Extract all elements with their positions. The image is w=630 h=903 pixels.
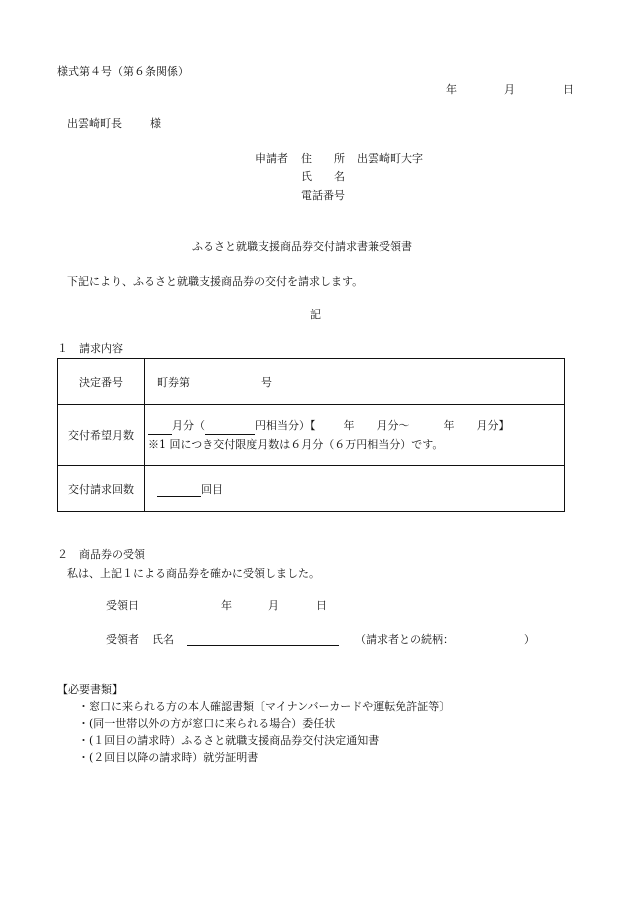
decision-number-cell (145, 359, 565, 405)
relation-close: ） (524, 633, 535, 646)
list-item: ・(１回目の請求時）ふるさと就職支援商品券交付決定通知書 (78, 734, 380, 747)
address-value: 出雲崎町大字 (357, 152, 423, 165)
intro-text: 下記により、ふるさと就職支援商品券の交付を請求します。 (67, 275, 364, 288)
phone-label: 電話番号 (301, 189, 345, 202)
yen-field[interactable] (205, 423, 255, 435)
addressee-title: 出雲崎町長 (67, 117, 122, 130)
section2-heading: ２ 商品券の受領 (57, 548, 145, 561)
request-count-field[interactable] (157, 485, 201, 497)
table-row (58, 405, 565, 466)
receipt-date-label: 受領日 (106, 599, 139, 612)
document-title: ふるさと就職支援商品券交付請求書兼受領書 (192, 240, 412, 253)
section2-text: 私は、上記１による商品券を確かに受領しました。 (67, 567, 320, 580)
table-row (58, 359, 565, 405)
receiver-name-label: 氏名 (152, 633, 174, 646)
months-cell: 月分（ 円相当分）【 年 月分～ 年 月分】 ※1 回につき交付限度月数は６月分（６万円相当分）です。 (145, 405, 565, 466)
list-item: ・(２回目以降の請求時）就労証明書 (78, 751, 259, 764)
request-count-label: 交付請求回数 (58, 466, 145, 512)
ki-marker: 記 (310, 308, 321, 321)
request-count-cell: 回目 (145, 466, 565, 512)
date-year-label: 年 (446, 83, 457, 96)
months-field[interactable] (148, 423, 172, 435)
addressee-honorific: 様 (150, 117, 161, 130)
receiver-name-field[interactable] (187, 635, 339, 646)
receiver-label: 受領者 (106, 633, 139, 646)
form-number: 様式第４号（第６条関係） (57, 65, 189, 78)
receipt-year: 年 (221, 599, 232, 612)
months-note: ※1 回につき交付限度月数は６月分（６万円相当分）です。 (148, 438, 444, 451)
decision-number-label: 決定番号 (58, 359, 145, 405)
list-item: ・窓口に来られる方の本人確認書類〔マイナンバーカードや運転免許証等〕 (78, 700, 451, 713)
list-item: ・(同一世帯以外の方が窓口に来られる場合）委任状 (78, 717, 336, 730)
months-label: 交付希望月数 (58, 405, 145, 466)
relation-label: （請求者との続柄： (355, 633, 454, 646)
required-docs-heading: 【必要書類】 (57, 683, 123, 696)
decision-number-suffix: 号 (261, 375, 272, 389)
decision-number-prefix: 町券第 (157, 375, 190, 389)
name-label: 氏 名 (301, 170, 345, 183)
receipt-month: 月 (268, 599, 279, 612)
date-month-label: 月 (504, 83, 515, 96)
applicant-label: 申請者 (255, 152, 288, 165)
section1-heading: １ 請求内容 (57, 342, 123, 355)
receipt-day: 日 (316, 599, 327, 612)
request-table (57, 358, 565, 512)
date-day-label: 日 (563, 83, 574, 96)
address-label: 住 所 (301, 152, 345, 165)
table-row (58, 466, 565, 512)
